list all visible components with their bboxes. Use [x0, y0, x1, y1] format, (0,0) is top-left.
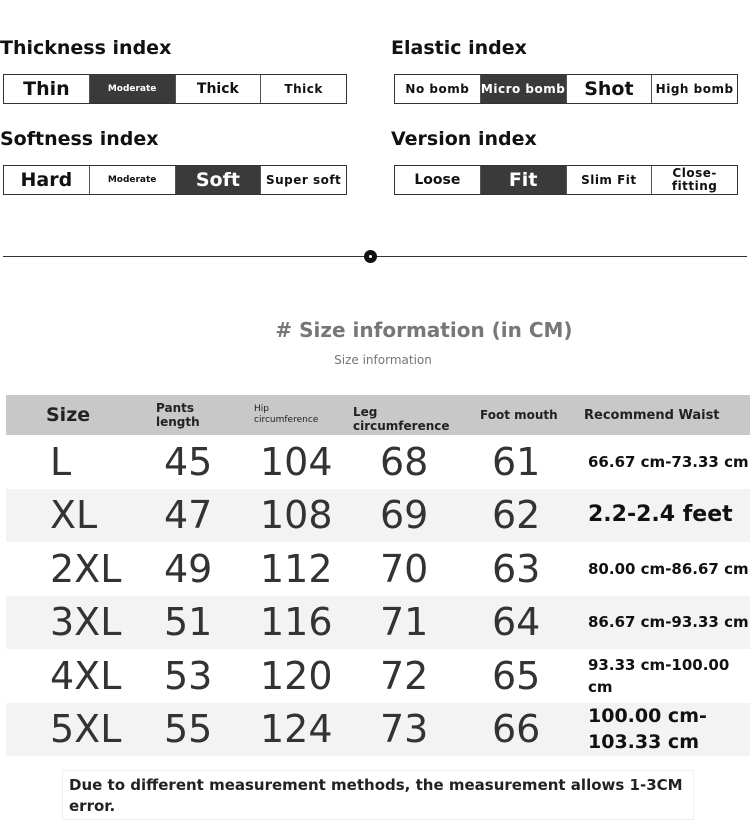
cell-pants-length: 49	[164, 546, 213, 591]
cell-size: 2XL	[50, 546, 122, 591]
elastic-option: No bomb	[405, 81, 470, 96]
softness-option: Hard	[20, 169, 73, 191]
cell-hip: 120	[260, 653, 333, 698]
cell-size: 4XL	[50, 653, 122, 698]
elastic-index-title: Elastic index	[391, 37, 527, 59]
table-row	[6, 489, 750, 543]
thickness-index-title: Thickness index	[0, 37, 172, 59]
cell-waist: 66.67 cm-73.33 cm	[588, 452, 749, 471]
softness-option: Moderate	[89, 166, 175, 194]
cell-foot-mouth: 62	[492, 493, 541, 538]
cell-size: L	[50, 439, 72, 484]
cell-pants-length: 51	[164, 600, 213, 645]
cell-leg: 68	[380, 439, 429, 484]
size-info-heading: # Size information (in CM)	[275, 318, 573, 342]
cell-leg: 73	[380, 707, 429, 752]
version-option: Loose	[414, 171, 461, 188]
cell-waist: 100.00 cm-103.33 cm	[588, 705, 707, 754]
table-row	[6, 435, 750, 489]
header-leg-circumference: Leg circumference	[353, 405, 450, 433]
elastic-index-scale	[394, 74, 738, 104]
softness-option: Super soft	[260, 166, 346, 194]
version-index-scale	[394, 165, 738, 195]
cell-foot-mouth: 63	[492, 546, 541, 591]
cell-hip: 108	[260, 493, 333, 538]
version-option: Slim Fit	[566, 166, 652, 194]
cell-foot-mouth: 64	[492, 600, 541, 645]
thickness-index-scale	[3, 74, 347, 104]
table-row	[6, 703, 750, 757]
cell-leg: 71	[380, 600, 429, 645]
size-table	[6, 395, 750, 756]
version-option: Close-fitting	[651, 166, 737, 194]
size-table-header	[6, 395, 750, 435]
cell-size: XL	[50, 493, 98, 538]
cell-leg: 70	[380, 546, 429, 591]
thickness-option: Thick	[260, 75, 346, 103]
header-pants-length: Pants length	[156, 401, 200, 429]
cell-pants-length: 47	[164, 493, 213, 538]
cell-pants-length: 53	[164, 653, 213, 698]
header-hip-circumference: Hip circumference	[254, 404, 319, 425]
header-foot-mouth: Foot mouth	[480, 408, 558, 422]
cell-size: 5XL	[50, 707, 122, 752]
table-row	[6, 649, 750, 703]
version-option: Fit	[480, 166, 566, 194]
measurement-note: Due to different measurement methods, the measurement allows 1-3CM error.	[62, 770, 694, 820]
cell-size: 3XL	[50, 600, 122, 645]
size-info-subheading: Size information	[334, 353, 432, 367]
cell-hip: 124	[260, 707, 333, 752]
softness-index-title: Softness index	[0, 128, 159, 150]
cell-waist: 80.00 cm-86.67 cm	[588, 559, 749, 578]
thickness-option: Thin	[23, 78, 70, 100]
cell-hip: 112	[260, 546, 333, 591]
cell-foot-mouth: 66	[492, 707, 541, 752]
cell-leg: 72	[380, 653, 429, 698]
header-size: Size	[46, 404, 91, 426]
cell-waist: 93.33 cm-100.00 cm	[588, 655, 730, 696]
version-index-title: Version index	[391, 128, 537, 150]
table-row	[6, 596, 750, 650]
thickness-option: Moderate	[89, 75, 175, 103]
cell-hip: 104	[260, 439, 333, 484]
softness-option: Soft	[175, 166, 261, 194]
cell-waist: 2.2-2.4 feet	[588, 502, 733, 528]
header-recommend-waist: Recommend Waist	[584, 407, 720, 423]
table-row	[6, 542, 750, 596]
softness-index-scale	[3, 165, 347, 195]
cell-pants-length: 55	[164, 707, 213, 752]
cell-pants-length: 45	[164, 439, 213, 484]
divider-dot-icon	[364, 250, 377, 263]
thickness-option: Thick	[175, 75, 261, 103]
elastic-option: Micro bomb	[480, 75, 566, 103]
cell-waist: 86.67 cm-93.33 cm	[588, 613, 749, 632]
cell-foot-mouth: 65	[492, 653, 541, 698]
elastic-option: High bomb	[651, 75, 737, 103]
cell-hip: 116	[260, 600, 333, 645]
cell-foot-mouth: 61	[492, 439, 541, 484]
elastic-option: Shot	[566, 75, 652, 103]
cell-leg: 69	[380, 493, 429, 538]
